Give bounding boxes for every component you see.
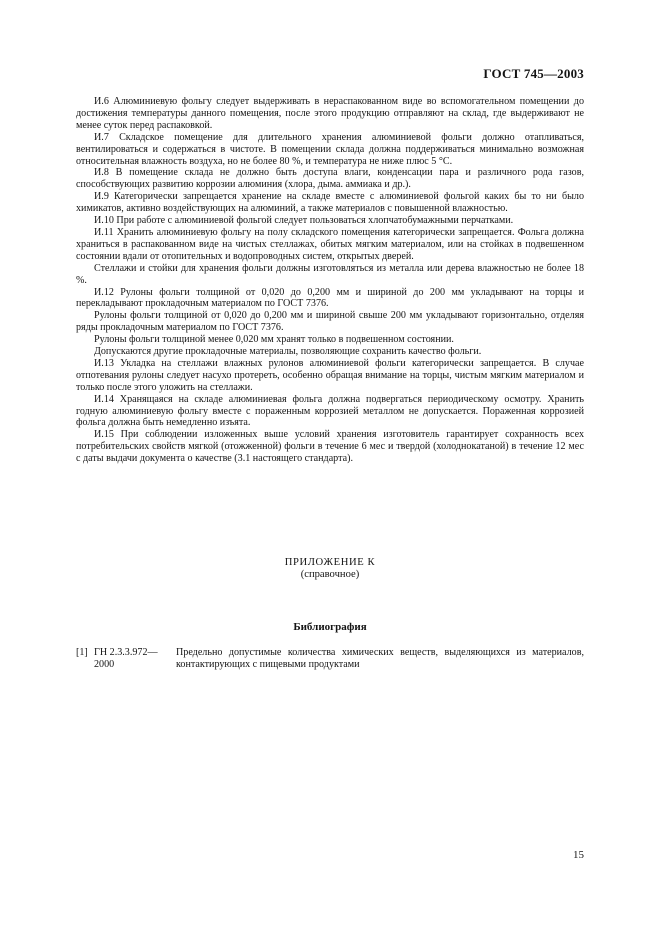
paragraph-i13: И.13 Укладка на стеллажи влажных рулонов алюминиевой фольги категорически запрещается. В случае отпотевания рулоны следует насухо протереть, особенно обращая внимание на торцы, чистым мягким материалом и только после этого уложить на стеллажи.: [76, 357, 584, 393]
section-text: [76, 96, 584, 465]
document-code-header: ГОСТ 745—2003: [483, 66, 584, 81]
bibliography-title: Библиография: [293, 621, 367, 633]
bibliography-entry: [76, 647, 584, 671]
paragraph-i12-thin-rolls: Рулоны фольги толщиной менее 0,020 мм хранят только в подвешенном состоянии.: [94, 334, 454, 346]
page-number: 15: [573, 849, 584, 861]
appendix-title: ПРИЛОЖЕНИЕ К: [284, 557, 376, 568]
paragraph-i12-wide-rolls: Рулоны фольги толщиной от 0,020 до 0,200 мм и шириной свыше 200 мм укладывают горизонтально, отделяя ряды прокладочным материалом по ГОСТ 7376.: [76, 310, 584, 334]
paragraph-i14: И.14 Хранящаяся на складе алюминиевая фольга должна подвергаться периодическому осмотру. Хранить годную алюминиевую фольгу вместе с пораженным коррозией металлом не допускается. Пораженная коррозией фольга должна быть немедленно изъята.: [76, 393, 584, 429]
paragraph-i12-other-materials: Допускаются другие прокладочные материалы, позволяющие сохранить качество фольги.: [94, 346, 482, 358]
bibliography-entry-code: ГН 2.3.3.972—2000: [94, 647, 158, 671]
bibliography-entry-text: Предельно допустимые количества химических веществ, выделяющихся из материалов, контактирующих с пищевыми продуктами: [176, 647, 584, 671]
appendix-subtitle: (справочное): [300, 569, 360, 581]
paragraph-i10: И.10 При работе с алюминиевой фольгой следует пользоваться хлопчатобумажными перчатками.: [94, 215, 514, 227]
paragraph-i12: И.12 Рулоны фольги толщиной от 0,020 до 0,200 мм и шириной до 200 мм укладывают на торцы и перекладывают прокладочным материалом по ГОСТ 7376.: [76, 286, 584, 310]
paragraph-i8: И.8 В помещение склада не должно быть доступа влаги, конденсации пара и различного рода газов, способствующих развитию коррозии алюминия (хлора, дыма. аммиака и др.).: [76, 167, 584, 191]
paragraph-i6: И.6 Алюминиевую фольгу следует выдерживать в нераспакованном виде во вспомогательном помещении до достижения температуры данного помещения, после этого продукцию отправляют на склад, где выдерживают не менее суток перед распаковкой.: [76, 96, 584, 131]
paragraph-i11: И.11 Хранить алюминиевую фольгу на полу складского помещения категорически запрещается. Фольга должна храниться в распакованном виде на чистых стеллажах, обитых мягким материалом, или на стойках в подвешенном состоянии вдали от отопительных и водопроводных систем, открытых дверей.: [76, 226, 584, 262]
paragraph-i15: И.15 При соблюдении изложенных выше условий хранения изготовитель гарантирует сохранность всех потребительских свойств мягкой (отожженной) фольги в течение 6 мес и твердой (холоднокатаной) в течение 12 мес с даты выдачи документа о качестве (3.1 настоящего стандарта).: [76, 429, 584, 465]
paragraph-i9: И.9 Категорически запрещается хранение на складе вместе с алюминиевой фольгой каких бы то ни было химикатов, активно воздействующих на алюминий, а также материалов с повышенной влажностью.: [76, 191, 584, 215]
paragraph-i11-racks: Стеллажи и стойки для хранения фольги должны изготовляться из металла или дерева влажностью не более 18 %.: [76, 262, 584, 286]
appendix-heading: [76, 557, 584, 582]
bibliography-entry-number: [1]: [76, 647, 88, 658]
paragraph-i7: И.7 Складское помещение для длительного хранения алюминиевой фольги должно отапливаться, вентилироваться и содержаться в чистоте. В помещении склада должна поддерживаться минимально возможная относительная влажность воздуха, но не более 80 %, и температура не ниже плюс 5 °С.: [76, 131, 584, 167]
